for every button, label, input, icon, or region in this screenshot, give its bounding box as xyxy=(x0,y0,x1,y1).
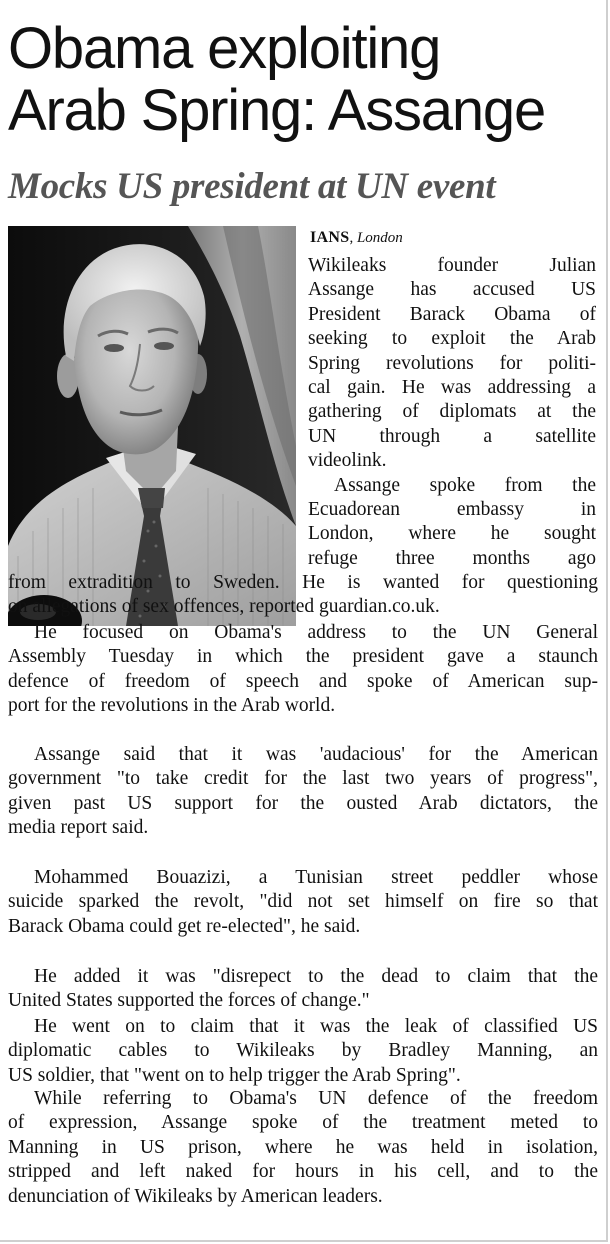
byline-city: London xyxy=(356,230,403,246)
assange-photo xyxy=(8,226,296,626)
paragraph-line: denunciation of Wikileaks by American leaders. xyxy=(8,1185,383,1207)
paragraph-line: videolink. xyxy=(308,450,387,472)
paragraph-line: of expression, Assange spoke of the treatment meted to xyxy=(8,1112,598,1134)
paragraph-line: He added it was "disrepect to the dead to claim that the xyxy=(34,966,598,987)
paragraph-3 xyxy=(8,621,598,719)
paragraph-line: United States supported the forces of change." xyxy=(8,990,370,1012)
paragraph-2-narrow xyxy=(334,474,596,498)
paragraph-line: He went on to claim that it was the leak of classified US xyxy=(34,1016,598,1037)
photo-illustration xyxy=(8,226,296,626)
paragraph-2-full xyxy=(8,571,598,620)
paragraph-line: Wikileaks founder Julian xyxy=(308,255,596,276)
paragraph-line: He focused on Obama's address to the UN General xyxy=(34,622,598,643)
headline-line-1: Obama exploiting xyxy=(8,16,441,81)
paragraph-line: refuge three months ago xyxy=(308,547,596,569)
paragraph-line: cal gain. He was addressing a xyxy=(308,377,596,399)
paragraph-line: Assembly Tuesday in which the president gave a staunch xyxy=(8,646,598,668)
paragraph-line: from extradition to Sweden. He is wanted for questioning xyxy=(8,572,598,593)
paragraph-line: UN through a satellite xyxy=(308,425,596,447)
paragraph-line: Ecuadorean embassy in xyxy=(308,499,596,520)
headline-line-2: Arab Spring: Assange xyxy=(8,78,546,143)
article-headline xyxy=(8,18,603,142)
paragraph-line: Barack Obama could get re-elected", he said. xyxy=(8,915,361,937)
paragraph-2-narrow-cont xyxy=(308,498,596,571)
article-byline xyxy=(310,229,403,247)
paragraph-line: suicide sparked the revolt, "did not set himself on fire so that xyxy=(8,891,598,913)
paragraph-line: port for the revolutions in the Arab world. xyxy=(8,695,336,717)
paragraph-line: Spring revolutions for politi- xyxy=(308,352,596,374)
paragraph-line: President Barack Obama of xyxy=(308,303,596,325)
paragraph-line: While referring to Obama's UN defence of the freedom xyxy=(34,1088,598,1109)
paragraph-7 xyxy=(8,1015,598,1088)
paragraph-line: given past US support for the ousted Arab dictators, the xyxy=(8,792,598,814)
paragraph-line: Assange said that it was 'audacious' for the American xyxy=(34,744,598,765)
byline-agency: IANS xyxy=(310,229,350,246)
paragraph-5 xyxy=(8,866,598,939)
paragraph-8 xyxy=(8,1087,598,1209)
paragraph-line: diplomatic cables to Wikileaks by Bradley Manning, an xyxy=(8,1040,598,1062)
paragraph-line: Assange spoke from the xyxy=(334,475,596,496)
paragraph-line: on allegations of sex offences, reported guardian.co.uk. xyxy=(8,596,440,618)
paragraph-6 xyxy=(8,965,598,1014)
paragraph-line: gathering of diplomats at the xyxy=(308,401,596,423)
paragraph-line: London, where he sought xyxy=(308,523,596,545)
paragraph-line: seeking to exploit the Arab xyxy=(308,328,596,350)
paragraph-1 xyxy=(308,254,596,474)
paragraph-4 xyxy=(8,743,598,841)
paragraph-line: Manning in US prison, where he was held in isolation, xyxy=(8,1136,598,1158)
paragraph-line: Assange has accused US xyxy=(308,279,596,301)
paragraph-line: US soldier, that "went on to help trigger the Arab Spring". xyxy=(8,1064,461,1086)
paragraph-line: Mohammed Bouazizi, a Tunisian street peddler whose xyxy=(34,867,598,888)
paragraph-line: defence of freedom of speech and spoke of American sup- xyxy=(8,670,598,692)
paragraph-line: stripped and left naked for hours in his cell, and to the xyxy=(8,1161,598,1183)
paragraph-line: government "to take credit for the last two years of progress", xyxy=(8,768,598,790)
article-subhead: Mocks US president at UN event xyxy=(8,166,496,207)
paragraph-line: media report said. xyxy=(8,817,149,839)
byline-separator: , xyxy=(349,230,357,246)
